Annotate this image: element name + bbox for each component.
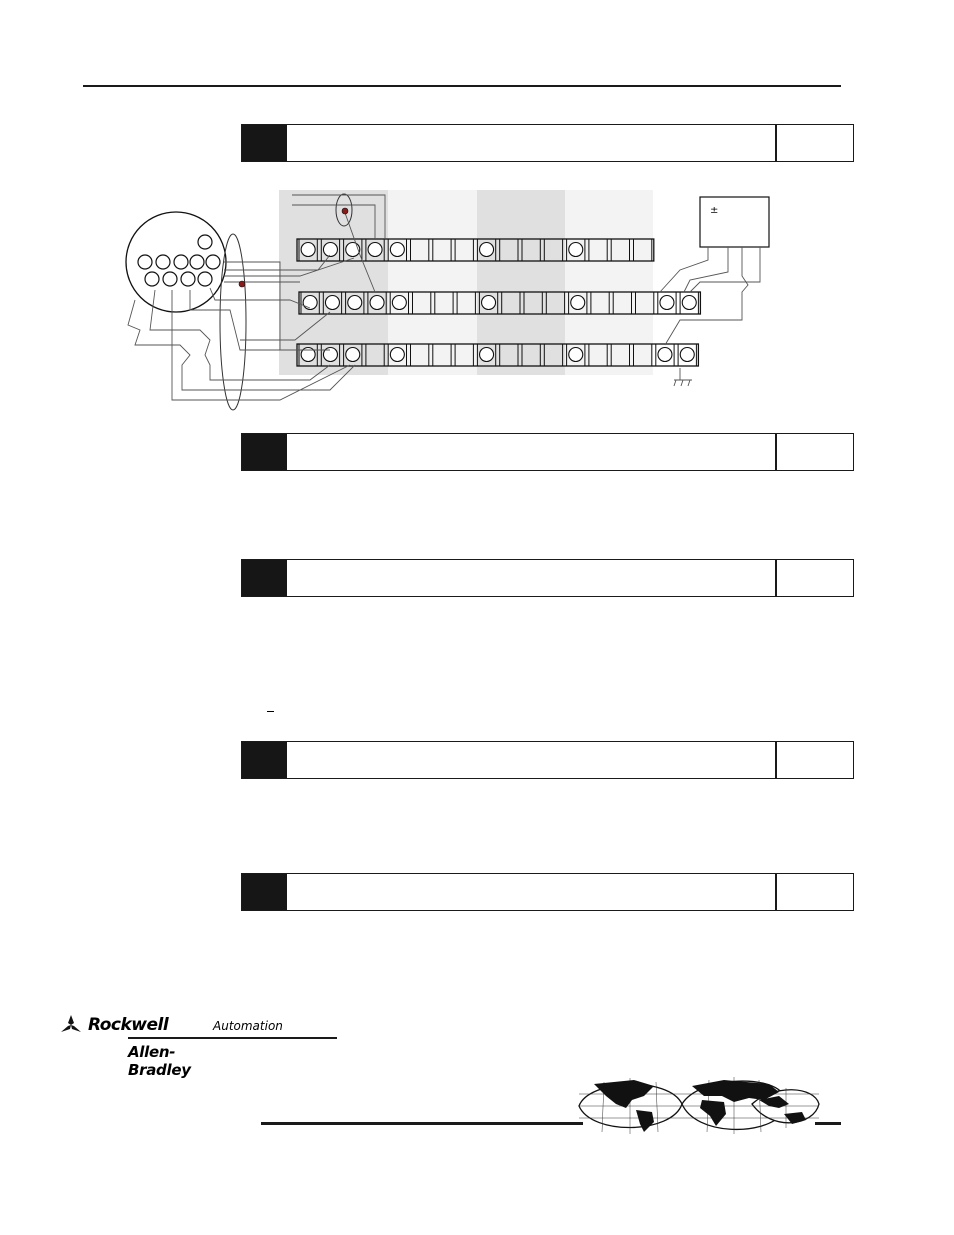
connector-pin (206, 255, 220, 269)
splice-dot (342, 208, 348, 214)
wire (660, 247, 708, 292)
terminal-screw (301, 243, 315, 257)
connector-pin (138, 255, 152, 269)
terminal-screw (482, 296, 496, 310)
terminal-screw (660, 296, 674, 310)
terminal-screw (569, 243, 583, 257)
sub-brand: Allen-Bradley (128, 1043, 191, 1079)
section-tab (242, 434, 287, 470)
section-header-2 (241, 433, 854, 471)
ground-symbol (674, 380, 692, 386)
terminal-screw (569, 348, 583, 362)
section-tab (242, 874, 287, 910)
brand-name: Rockwell (88, 1015, 169, 1035)
connector-pin (156, 255, 170, 269)
section-divider (775, 742, 777, 778)
terminal-screw (368, 243, 382, 257)
section-header-3 (241, 559, 854, 597)
terminal-screw (680, 348, 694, 362)
section-tab (242, 742, 287, 778)
shade-column-3 (477, 190, 565, 375)
wiring-diagram (0, 0, 954, 420)
connector-pin (190, 255, 204, 269)
ground-tick (688, 380, 690, 386)
section-header-5 (241, 873, 854, 911)
terminal-screw (325, 296, 339, 310)
rockwell-emblem-icon (58, 1012, 84, 1038)
wire (690, 247, 760, 292)
emblem-blade (68, 1015, 74, 1025)
shade-column-4 (565, 190, 653, 375)
terminal-screw (658, 348, 672, 362)
brand-suffix: Automation (213, 1019, 283, 1033)
terminal-screw (480, 348, 494, 362)
section-divider (775, 874, 777, 910)
connector-pin (198, 272, 212, 286)
connector-pin (163, 272, 177, 286)
section-divider (775, 560, 777, 596)
power-supply-symbol: ± (710, 205, 719, 216)
connector-pin (181, 272, 195, 286)
wire (684, 247, 728, 292)
ground-tick (674, 380, 676, 386)
section-header-4 (241, 741, 854, 779)
section-tab (242, 560, 287, 596)
terminal-screw (370, 296, 384, 310)
connector-pin (198, 235, 212, 249)
emblem-blade (71, 1025, 81, 1032)
terminal-screw (682, 296, 696, 310)
wire (665, 247, 748, 345)
emblem-blade (61, 1025, 71, 1032)
terminal-screw (390, 243, 404, 257)
terminal-screw (348, 296, 362, 310)
terminal-screw (346, 348, 360, 362)
terminal-screw (392, 296, 406, 310)
terminal-screw (323, 243, 337, 257)
terminal-screw (390, 348, 404, 362)
logo-rule (128, 1037, 337, 1039)
connector-pin (145, 272, 159, 286)
ground-tick (681, 380, 683, 386)
underscore-mark (267, 711, 274, 712)
connector-pin (174, 255, 188, 269)
circular-connector (126, 212, 226, 312)
shaded-columns (279, 190, 653, 375)
terminal-screw (571, 296, 585, 310)
shade-column-1 (279, 190, 388, 375)
terminal-screw (303, 296, 317, 310)
section-divider (775, 434, 777, 470)
world-map-icon (574, 1074, 824, 1138)
splice-dot (239, 281, 245, 287)
terminal-screw (480, 243, 494, 257)
footer-rule-left (261, 1122, 583, 1125)
